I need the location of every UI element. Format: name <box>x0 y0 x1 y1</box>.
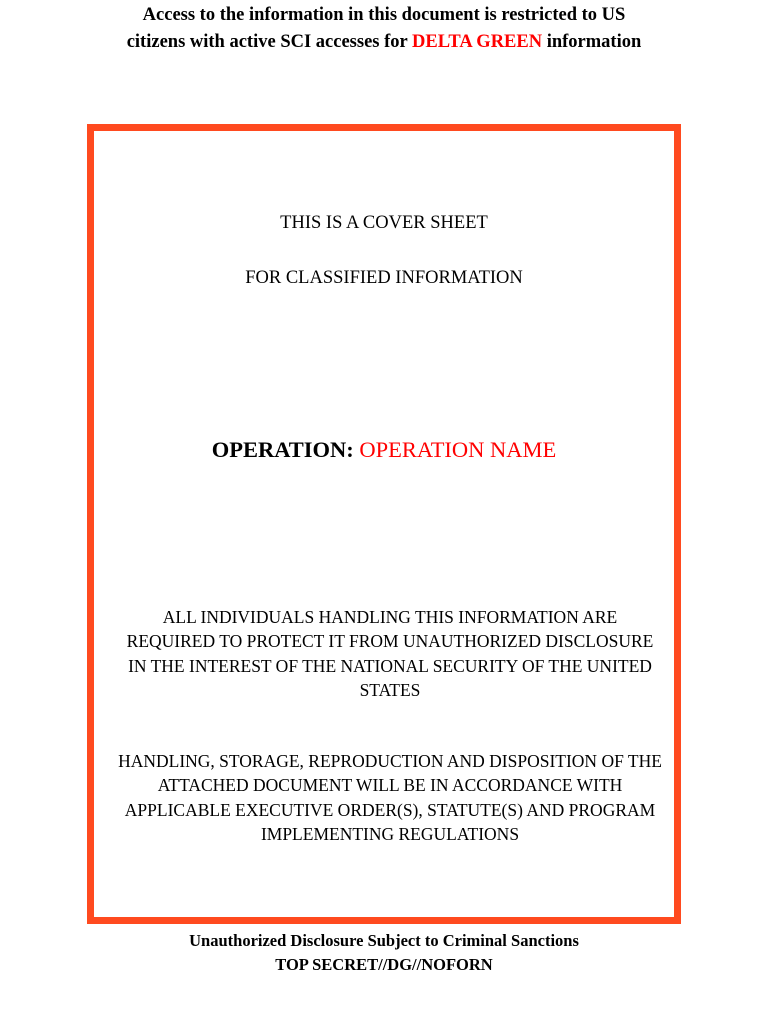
cover-sheet-frame <box>87 124 681 924</box>
operation-name: OPERATION NAME <box>359 437 557 462</box>
protection-notice-line: ALL INDIVIDUALS HANDLING THIS INFORMATION ARE <box>162 607 618 627</box>
header-line-2 <box>0 29 768 56</box>
program-name: DELTA GREEN <box>412 32 543 52</box>
header-line-2-suffix: information <box>542 32 642 52</box>
handling-notice-line: ATTACHED DOCUMENT WILL BE IN ACCORDANCE WITH <box>157 775 623 796</box>
protection-notice-line: IN THE INTEREST OF THE NATIONAL SECURITY OF THE UNITED <box>128 655 652 676</box>
sanctions-notice: Unauthorized Disclosure Subject to Criminal Sanctions <box>189 931 579 950</box>
operation-label: OPERATION: <box>211 437 360 462</box>
protection-notice-line: REQUIRED TO PROTECT IT FROM UNAUTHORIZED DISCLOSURE <box>126 631 654 652</box>
operation-heading <box>94 435 674 465</box>
cover-sheet-title: THIS IS A COVER SHEET <box>280 213 488 233</box>
header-line-1: Access to the information in this document is restricted to US <box>142 5 626 25</box>
classification-marking: TOP SECRET//DG//NOFORN <box>275 955 493 974</box>
handling-notice-line: IMPLEMENTING REGULATIONS <box>260 823 520 844</box>
protection-notice <box>106 605 674 702</box>
protection-notice-line: STATES <box>359 679 421 700</box>
handling-notice <box>106 749 674 846</box>
handling-notice-line: HANDLING, STORAGE, REPRODUCTION AND DISPOSITION OF THE <box>118 751 662 771</box>
classification-footer <box>0 929 768 977</box>
header-line-2-prefix: citizens with active SCI accesses for <box>126 32 413 52</box>
handling-notice-line: APPLICABLE EXECUTIVE ORDER(S), STATUTE(S) AND PROGRAM <box>124 799 656 820</box>
cover-sheet-subtitle: FOR CLASSIFIED INFORMATION <box>245 268 523 288</box>
access-restriction-header <box>0 2 768 56</box>
